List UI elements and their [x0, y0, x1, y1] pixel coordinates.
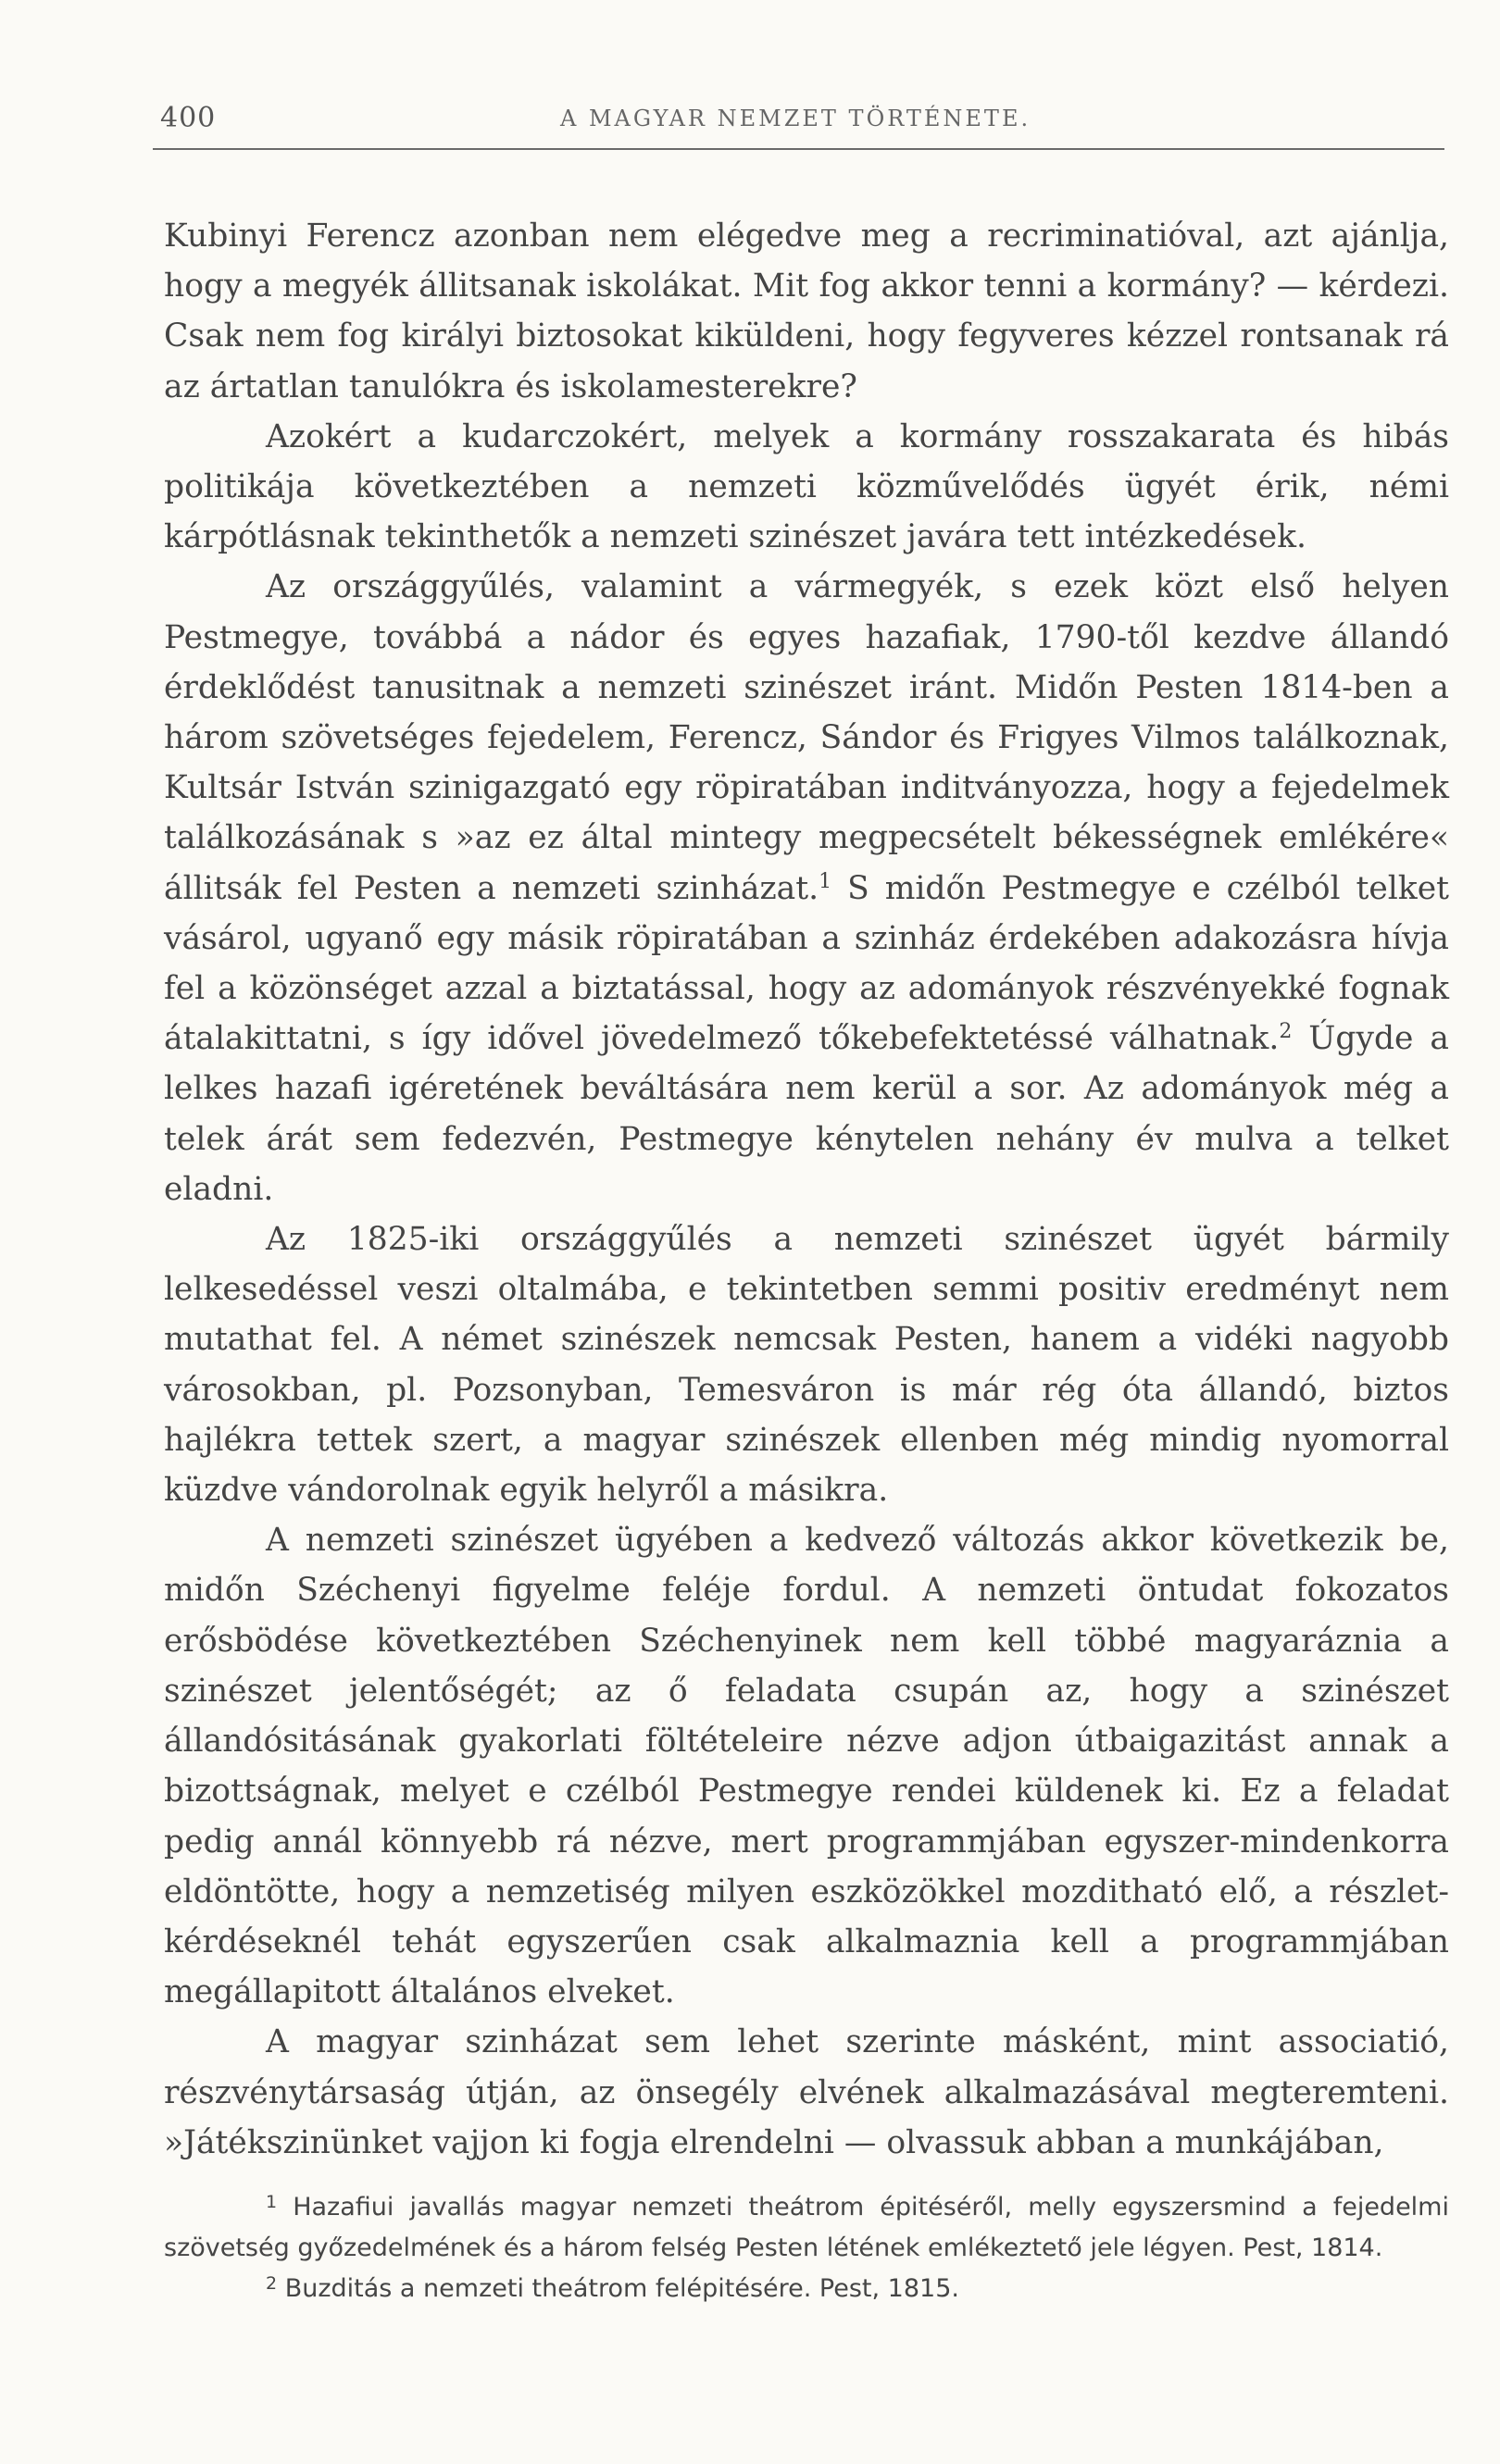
- paragraph-1: Kubinyi Ferencz azonban nem elégedve meg a recriminatióval, azt ajánlja, hogy a megyék állitsanak iskolákat. Mit fog akkor tenni a kormány? — kérdezi. Csak nem fog királyi biztosokat kiküldeni, hogy fegyveres kézzel rontsanak rá az ártatlan tanulókra és iskolamesterekre?: [164, 218, 1449, 405]
- footnote-text-2: Buzditás a nemzeti theátrom felépitésére. Pest, 1815.: [284, 2274, 959, 2303]
- paragraph-3-part-1: Az országgyűlés, valamint a vármegyék, s ezek közt első helyen Pestmegye, továbbá a nádor és egyes hazafiak, 1790-től kezdve állandó érdeklődést tanusitnak a nemzeti szinészet iránt. Midőn Pesten 1814-ben a három szövetséges fejedelem, Ferencz, Sándor és Frigyes Vilmos találkoznak, Kultsár István szinigazgató egy röpiratában inditványozza, hogy a fejedelmek találkozásának s »az ez által mintegy megpecsételt békességnek emlékére« állitsák fel Pesten a nemzeti szinházat.: [164, 568, 1449, 907]
- footnotes: [164, 2187, 1449, 2309]
- footnote-mark-2: 2: [266, 2273, 278, 2294]
- page-number: 400: [160, 102, 217, 134]
- footnote-reference-1: 1: [819, 869, 832, 893]
- footnote-2: [164, 2269, 1449, 2309]
- paragraph-6: A magyar szinházat sem lehet szerinte másként, mint associatió, részvénytársaság útján, az önsegély elvének alkalmazásával megteremteni. »Játékszinünket vajjon ki fogja elrendelni — olvassuk abban a munkájában,: [164, 2023, 1449, 2161]
- paragraph-5: A nemzeti szinészet ügyében a kedvező változás akkor következik be, midőn Széchenyi figyelme feléje fordul. A nemzeti öntudat fokozatos erősbödése következtében Széchenyinek nem kell többé magyaráznia a szinészet jelentőségét; az ő feladata csupán az, hogy a szinészet állandósitásának gyakorlati föltételeire nézve adjon útbaigazitást annak a bizottságnak, melyet e czélból Pestmegye rendei küldenek ki. Ez a feladat pedig annál könnyebb rá nézve, mert programmjában egyszer-mindenkorra eldöntötte, hogy a nemzetiség milyen eszközökkel mozditható elő, a részlet-kérdéseknél tehát egyszerűen csak alkalmaznia kell a programmjában megállapitott általános elveket.: [164, 1522, 1449, 2011]
- paragraph-2: Azokért a kudarczokért, melyek a kormány rosszakarata és hibás politikája következtében a nemzeti közművelődés ügyét érik, némi kárpótlásnak tekinthetők a nemzeti szinészet javára tett intézkedések.: [164, 417, 1449, 556]
- paragraph-3: [164, 562, 1449, 1214]
- running-header: [153, 93, 1444, 150]
- footnote-1: [164, 2187, 1449, 2269]
- footnote-reference-2: 2: [1279, 1020, 1293, 1044]
- running-title: A MAGYAR NEMZET TÖRTÉNETE.: [560, 106, 1031, 131]
- paragraph-4: Az 1825-iki országgyűlés a nemzeti szinészet ügyét bármily lelkesedéssel veszi oltalmába, e tekintetben semmi positiv eredményt nem mutathat fel. A német szinészek nemcsak Pesten, hanem a vidéki nagyobb városokban, pl. Pozsonyban, Temesváron is már rég óta állandó, biztos hajlékra tettek szert, a magyar szinészek ellenben még mindig nyomorral küzdve vándorolnak egyik helyről a másikra.: [164, 1221, 1449, 1510]
- paragraph-3-part-3: Úgyde a lelkes hazafi igéretének beváltására nem kerül a sor. Az adományok még a telek árát sem fedezvén, Pestmegye kénytelen nehány év mulva a telket eladni.: [164, 1020, 1450, 1208]
- body-text: [164, 211, 1449, 2168]
- footnote-mark-1: 1: [266, 2192, 278, 2212]
- footnote-text-1: Hazafiui javallás magyar nemzeti theátrom épitéséről, melly egyszersmind a fejedelmi szövetség győzedelmének és a három felség Pesten létének emlékeztető jele légyen. Pest, 1814.: [164, 2193, 1449, 2262]
- paragraph-3-part-2: S midőn Pestmegye e czélból telket vásárol, ugyanő egy másik röpiratában a szinház érdekében adakozásra hívja fel a közönséget azzal a biztatással, hogy az adományok részvényekké fognak átalakittatni, s így idővel jövedelmező tőkebefektetéssé válhatnak.: [164, 869, 1449, 1058]
